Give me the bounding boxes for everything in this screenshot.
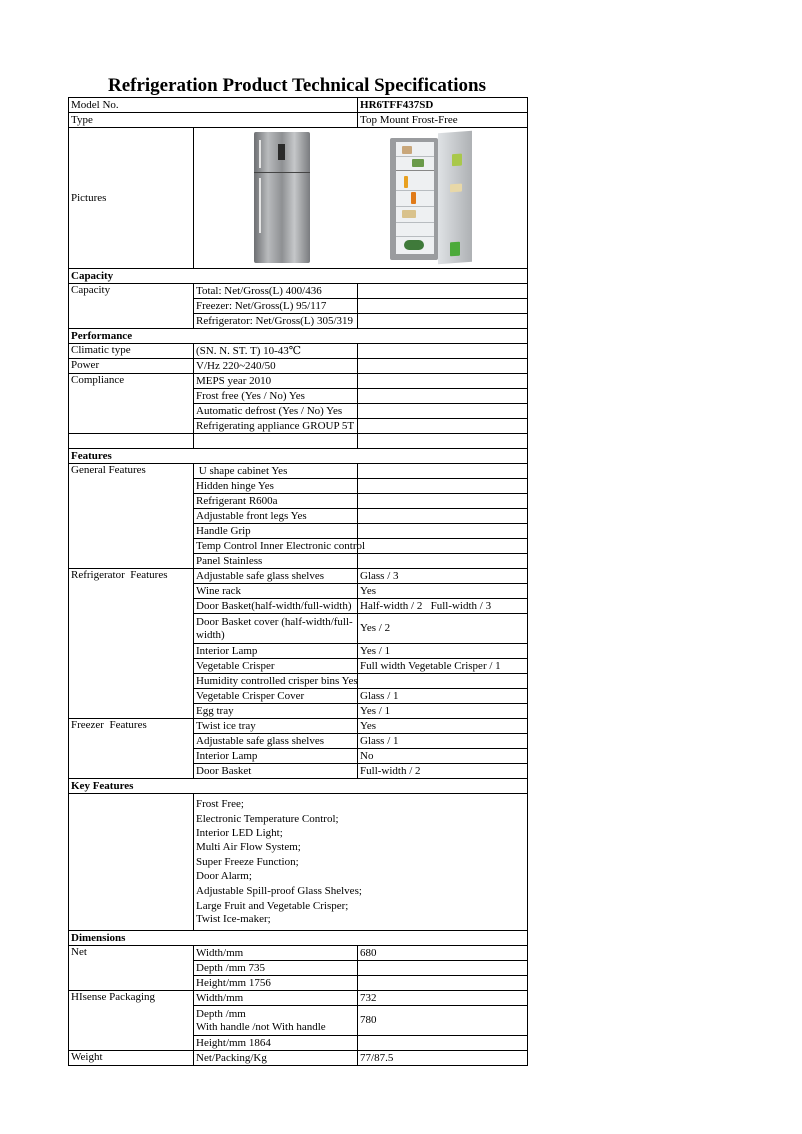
compliance-value [358, 404, 528, 419]
packaging-dimension-value [358, 1036, 528, 1051]
net-dimension-value [358, 961, 528, 976]
refrigerator-feature-value: Yes / 1 [358, 704, 528, 719]
power-spec: V/Hz 220~240/50 [194, 359, 358, 374]
refrigerator-feature-value: Glass / 1 [358, 689, 528, 704]
key-feature-item: Twist Ice-maker; [196, 913, 271, 925]
section-features [69, 449, 528, 464]
section-key-features [69, 779, 528, 794]
freezer-features-label: Freezer Features [69, 719, 194, 779]
key-feature-item: Large Fruit and Vegetable Crisper; [196, 900, 349, 912]
key-feature-item: Interior LED Light; [196, 827, 283, 839]
capacity-value [358, 314, 528, 329]
refrigerator-closed-image [254, 132, 310, 263]
refrigerator-feature-spec: Interior Lamp [194, 644, 358, 659]
power-value [358, 359, 528, 374]
climatic-spec: (SN. N. ST. T) 10-43℃ [194, 344, 358, 359]
section-heading-features: Features [69, 449, 528, 464]
general-feature-spec: Refrigerant R600a [194, 494, 358, 509]
packaging-dimension-spec: Width/mm [194, 991, 358, 1006]
packaging-dimension-spec [194, 1006, 358, 1036]
packaging-dimension-value: 732 [358, 991, 528, 1006]
blank-cell [358, 434, 528, 449]
freezer-feature-spec: Twist ice tray [194, 719, 358, 734]
packaging-dimension-spec: Height/mm 1864 [194, 1036, 358, 1051]
refrigerator-feature-value: Full width Vegetable Crisper / 1 [358, 659, 528, 674]
refrigerator-feature-spec: Wine rack [194, 584, 358, 599]
compliance-value [358, 374, 528, 389]
key-features-empty-label [69, 794, 194, 931]
section-heading-key-features: Key Features [69, 779, 528, 794]
packaging-depth-line1: Depth /mm [196, 1007, 246, 1020]
general-feature-value [358, 464, 528, 479]
blank-cell [69, 434, 194, 449]
refrigerator-feature-value: Yes / 2 [358, 614, 528, 644]
general-feature-spec: Panel Stainless [194, 554, 358, 569]
blank-cell [194, 434, 358, 449]
general-feature-value [358, 494, 528, 509]
refrigerator-feature-value [358, 674, 528, 689]
net-dimension-spec: Depth /mm 735 [194, 961, 358, 976]
pictures-label: Pictures [69, 128, 194, 269]
refrigerator-feature-spec: Door Basket(half-width/full-width) [194, 599, 358, 614]
refrigerator-features-label: Refrigerator Features [69, 569, 194, 719]
capacity-label: Capacity [69, 284, 194, 329]
general-feature-spec: Handle Grip [194, 524, 358, 539]
refrigerator-feature-spec: Egg tray [194, 704, 358, 719]
capacity-spec: Refrigerator: Net/Gross(L) 305/319 [194, 314, 358, 329]
refrigerator-feature-spec: Vegetable Crisper [194, 659, 358, 674]
section-capacity [69, 269, 528, 284]
weight-label: Weight [69, 1051, 194, 1066]
blank-row [69, 434, 528, 449]
capacity-spec: Total: Net/Gross(L) 400/436 [194, 284, 358, 299]
packaging-dimension-value: 780 [358, 1006, 528, 1036]
compliance-value [358, 389, 528, 404]
refrigerator-feature-spec: Door Basket cover (half-width/full-width) [194, 614, 358, 644]
weight-value: 77/87.5 [358, 1051, 528, 1066]
page-title: Refrigeration Product Technical Specifications [107, 75, 487, 96]
section-heading-capacity: Capacity [69, 269, 528, 284]
key-feature-item: Frost Free; [196, 798, 244, 810]
type-value: Top Mount Frost-Free [358, 113, 528, 128]
general-feature-value [358, 554, 528, 569]
refrigerator-open-image [390, 132, 476, 263]
general-feature-row [69, 464, 528, 479]
freezer-feature-value: No [358, 749, 528, 764]
power-label: Power [69, 359, 194, 374]
packaging-depth-line2: With handle /not With handle [196, 1020, 326, 1033]
section-dimensions [69, 931, 528, 946]
climatic-value [358, 344, 528, 359]
refrigerator-feature-spec: Adjustable safe glass shelves [194, 569, 358, 584]
refrigerator-feature-spec: Vegetable Crisper Cover [194, 689, 358, 704]
climatic-label: Climatic type [69, 344, 194, 359]
pictures-cell [194, 128, 528, 269]
weight-row [69, 1051, 528, 1066]
capacity-value [358, 299, 528, 314]
key-feature-item: Adjustable Spill-proof Glass Shelves; [196, 885, 362, 897]
compliance-spec: MEPS year 2010 [194, 374, 358, 389]
key-features-row [69, 794, 528, 931]
capacity-row [69, 284, 528, 299]
general-feature-spec: Temp Control Inner Electronic control [194, 539, 358, 554]
key-feature-item: Electronic Temperature Control; [196, 813, 339, 825]
packaging-dimension-row [69, 991, 528, 1006]
freezer-feature-value: Yes [358, 719, 528, 734]
key-feature-item: Super Freeze Function; [196, 856, 299, 868]
compliance-spec: Frost free (Yes / No) Yes [194, 389, 358, 404]
key-feature-item: Multi Air Flow System; [196, 841, 301, 853]
freezer-feature-spec: Door Basket [194, 764, 358, 779]
refrigerator-feature-row [69, 569, 528, 584]
type-label: Type [69, 113, 358, 128]
compliance-spec: Refrigerating appliance GROUP 5T [194, 419, 358, 434]
freezer-feature-spec: Interior Lamp [194, 749, 358, 764]
row-pictures [69, 128, 528, 269]
freezer-feature-row [69, 719, 528, 734]
section-performance [69, 329, 528, 344]
general-feature-value [358, 524, 528, 539]
model-value: HR6TFF437SD [358, 98, 528, 113]
general-feature-spec: Hidden hinge Yes [194, 479, 358, 494]
power-row [69, 359, 528, 374]
general-feature-spec: Adjustable front legs Yes [194, 509, 358, 524]
key-features-list [194, 794, 528, 931]
net-dimension-row [69, 946, 528, 961]
row-model [69, 98, 528, 113]
section-heading-performance: Performance [69, 329, 528, 344]
general-feature-value [358, 539, 528, 554]
capacity-value [358, 284, 528, 299]
net-dimension-spec: Height/mm 1756 [194, 976, 358, 991]
refrigerator-feature-spec: Humidity controlled crisper bins Yes [194, 674, 358, 689]
weight-spec: Net/Packing/Kg [194, 1051, 358, 1066]
net-dimension-spec: Width/mm [194, 946, 358, 961]
section-heading-dimensions: Dimensions [69, 931, 528, 946]
freezer-feature-value: Full-width / 2 [358, 764, 528, 779]
net-dimension-value [358, 976, 528, 991]
freezer-feature-spec: Adjustable safe glass shelves [194, 734, 358, 749]
general-feature-value [358, 479, 528, 494]
refrigerator-feature-value: Half-width / 2 Full-width / 3 [358, 599, 528, 614]
freezer-feature-value: Glass / 1 [358, 734, 528, 749]
general-feature-spec: U shape cabinet Yes [194, 464, 358, 479]
compliance-row [69, 374, 528, 389]
packaging-label: HIsense Packaging [69, 991, 194, 1051]
capacity-spec: Freezer: Net/Gross(L) 95/117 [194, 299, 358, 314]
general-feature-value [358, 509, 528, 524]
spec-table [68, 97, 528, 1066]
model-label: Model No. [69, 98, 358, 113]
refrigerator-feature-value: Yes [358, 584, 528, 599]
compliance-label: Compliance [69, 374, 194, 434]
net-dimension-value: 680 [358, 946, 528, 961]
key-feature-item: Door Alarm; [196, 870, 252, 882]
compliance-value [358, 419, 528, 434]
refrigerator-feature-value: Yes / 1 [358, 644, 528, 659]
compliance-spec: Automatic defrost (Yes / No) Yes [194, 404, 358, 419]
general-features-label: General Features [69, 464, 194, 569]
net-label: Net [69, 946, 194, 991]
climatic-row [69, 344, 528, 359]
refrigerator-feature-value: Glass / 3 [358, 569, 528, 584]
row-type [69, 113, 528, 128]
